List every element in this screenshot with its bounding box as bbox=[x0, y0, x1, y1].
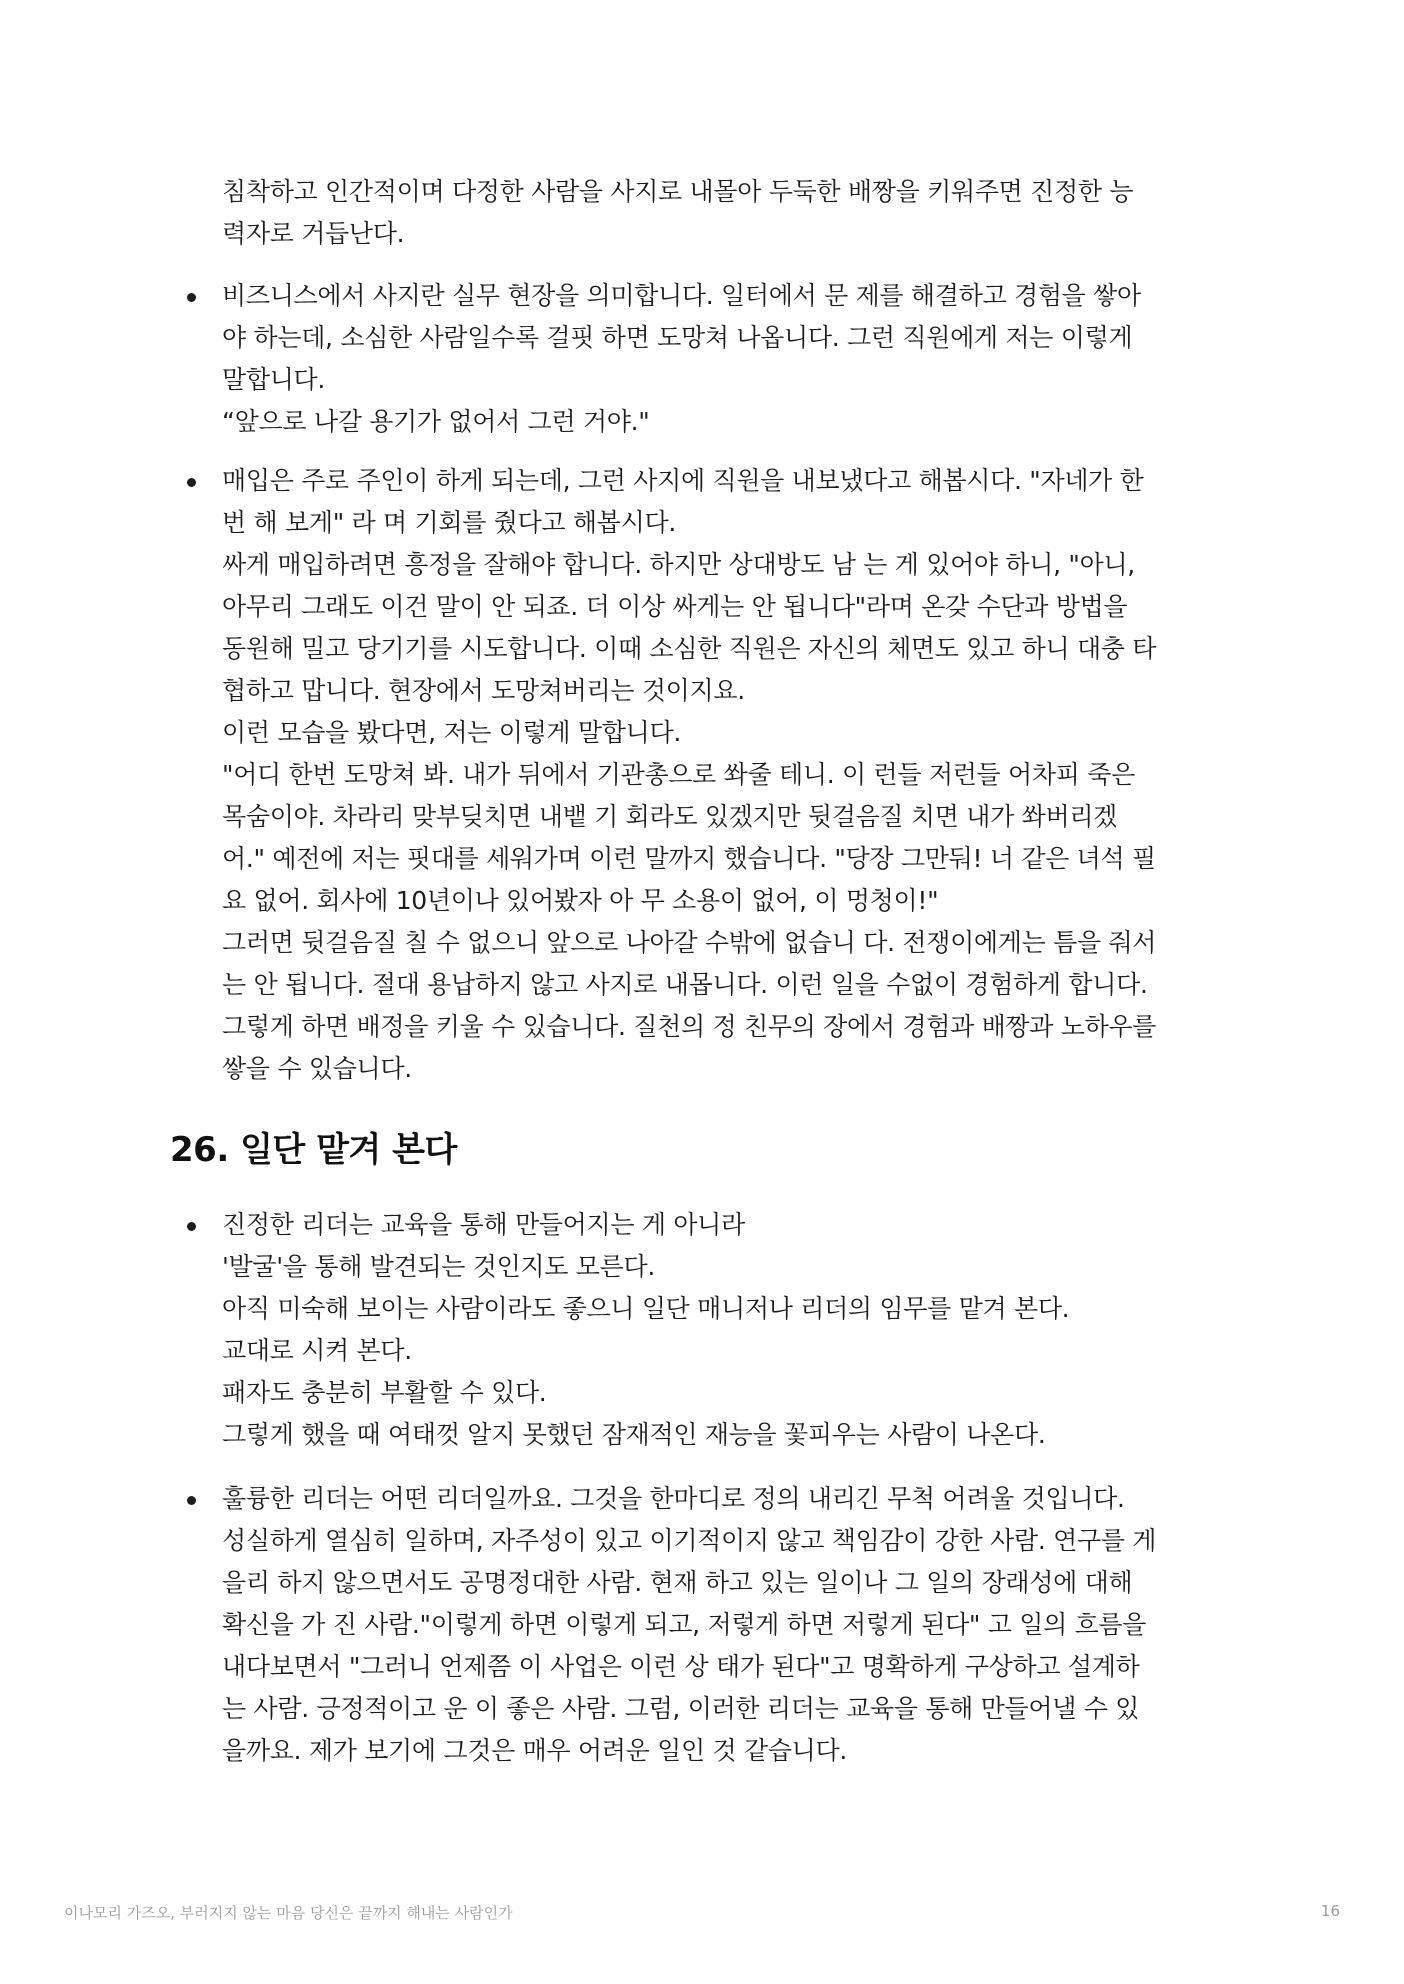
text-line: 확신을 가 진 사람."이렇게 하면 이렇게 되고, 저렇게 하면 저렇게 된다" 고 일의 흐름을 bbox=[222, 1610, 1147, 1639]
text-line: 협하고 맙니다. 현장에서 도망쳐버리는 것이지요. bbox=[222, 676, 745, 705]
text-line: 는 사람. 긍정적이고 운 이 좋은 사람. 그럼, 이러한 리더는 교육을 통해 만들어낼 수 있 bbox=[222, 1694, 1140, 1723]
text-line: 교대로 시켜 본다. bbox=[222, 1336, 412, 1365]
bullet-dot bbox=[187, 478, 196, 487]
footer-book-title: 이나모리 가즈오, 부러지지 않는 마음 당신은 끝까지 해내는 사람인가 bbox=[64, 1904, 513, 1922]
text-line: 쌓을 수 있습니다. bbox=[222, 1054, 412, 1083]
bullet-dot bbox=[187, 1496, 196, 1505]
text-line: 아무리 그래도 이건 말이 안 되죠. 더 이상 싸게는 안 됩니다"라며 온갖 수단과 방법을 bbox=[222, 592, 1128, 621]
text-line: 패자도 충분히 부활할 수 있다. bbox=[222, 1378, 547, 1407]
text-line: 는 안 됩니다. 절대 용납하지 않고 사지로 내몹니다. 이런 일을 수없이 경험하게 합니다. bbox=[222, 970, 1148, 999]
text-line: 아직 미숙해 보이는 사람이라도 좋으니 일단 매니저나 리더의 임무를 맡겨 본다. bbox=[222, 1294, 1070, 1323]
text-line: 그렇게 했을 때 여태껏 알지 못했던 잠재적인 재능을 꽃피우는 사람이 나온다. bbox=[222, 1420, 1046, 1449]
text-line: 력자로 거듭난다. bbox=[222, 219, 405, 248]
text-line: 침착하고 인간적이며 다정한 사람을 사지로 내몰아 두둑한 배짱을 키워주면 진정한 능 bbox=[222, 177, 1134, 206]
text-line: 야 하는데, 소심한 사람일수록 걸핏 하면 도망쳐 나옵니다. 그런 직원에게 저는 이렇게 bbox=[222, 323, 1133, 352]
text-line: 이런 모습을 봤다면, 저는 이렇게 말합니다. bbox=[222, 718, 681, 747]
section-heading: 26. 일단 맡겨 본다 bbox=[170, 1130, 457, 1170]
text-line: 그렇게 하면 배정을 키울 수 있습니다. 질천의 정 친무의 장에서 경험과 배짱과 노하우를 bbox=[222, 1012, 1157, 1041]
text-line: 목숨이야. 차라리 맞부딪치면 내뱉 기 회라도 있겠지만 뒷걸음질 치면 내가 쏴버리겠 bbox=[222, 802, 1118, 831]
text-line: 싸게 매입하려면 흥정을 잘해야 합니다. 하지만 상대방도 남 는 게 있어야 하니, "아니, bbox=[222, 550, 1135, 579]
page-number: 16 bbox=[1320, 1902, 1340, 1920]
text-line: 비즈니스에서 사지란 실무 현장을 의미합니다. 일터에서 문 제를 해결하고 경험을 쌓아 bbox=[222, 281, 1141, 310]
text-line: 동원해 밀고 당기기를 시도합니다. 이때 소심한 직원은 자신의 체면도 있고 하니 대충 타 bbox=[222, 634, 1157, 663]
text-line: 그러면 뒷걸음질 칠 수 없으니 앞으로 나아갈 수밖에 없습니 다. 전쟁이에게는 틈을 줘서 bbox=[222, 928, 1157, 957]
text-line: 말합니다. bbox=[222, 365, 326, 394]
text-line: "어디 한번 도망쳐 봐. 내가 뒤에서 기관총으로 쏴줄 테니. 이 런들 저런들 어차피 죽은 bbox=[222, 760, 1135, 789]
text-line: 내다보면서 "그러니 언제쯤 이 사업은 이런 상 태가 된다"고 명확하게 구상하고 설계하 bbox=[222, 1652, 1140, 1681]
bullet-dot bbox=[187, 1222, 196, 1231]
text-line: 요 없어. 회사에 10년이나 있어봤자 아 무 소용이 없어, 이 멍청이!" bbox=[222, 886, 939, 915]
text-line: 훌륭한 리더는 어떤 리더일까요. 그것을 한마디로 정의 내리긴 무척 어려울 것입니다. bbox=[222, 1484, 1125, 1513]
bullet-dot bbox=[187, 293, 196, 302]
text-line: '발굴'을 통해 발견되는 것인지도 모른다. bbox=[222, 1252, 655, 1281]
text-line: “앞으로 나갈 용기가 없어서 그런 거야." bbox=[222, 407, 650, 436]
text-line: 어." 예전에 저는 핏대를 세워가며 이런 말까지 했습니다. "당장 그만둬! 너 같은 녀석 필 bbox=[222, 844, 1156, 873]
text-line: 매입은 주로 주인이 하게 되는데, 그런 사지에 직원을 내보냈다고 해봅시다. "자네가 한 bbox=[222, 466, 1144, 495]
text-line: 을리 하지 않으면서도 공명정대한 사람. 현재 하고 있는 일이나 그 일의 장래성에 대해 bbox=[222, 1568, 1133, 1597]
text-line: 을까요. 제가 보기에 그것은 매우 어려운 일인 것 같습니다. bbox=[222, 1736, 848, 1765]
text-line: 번 해 보게" 라 며 기회를 줬다고 해봅시다. bbox=[222, 508, 676, 537]
text-line: 진정한 리더는 교육을 통해 만들어지는 게 아니라 bbox=[222, 1210, 745, 1239]
text-line: 성실하게 열심히 일하며, 자주성이 있고 이기적이지 않고 책임감이 강한 사람. 연구를 게 bbox=[222, 1526, 1157, 1555]
